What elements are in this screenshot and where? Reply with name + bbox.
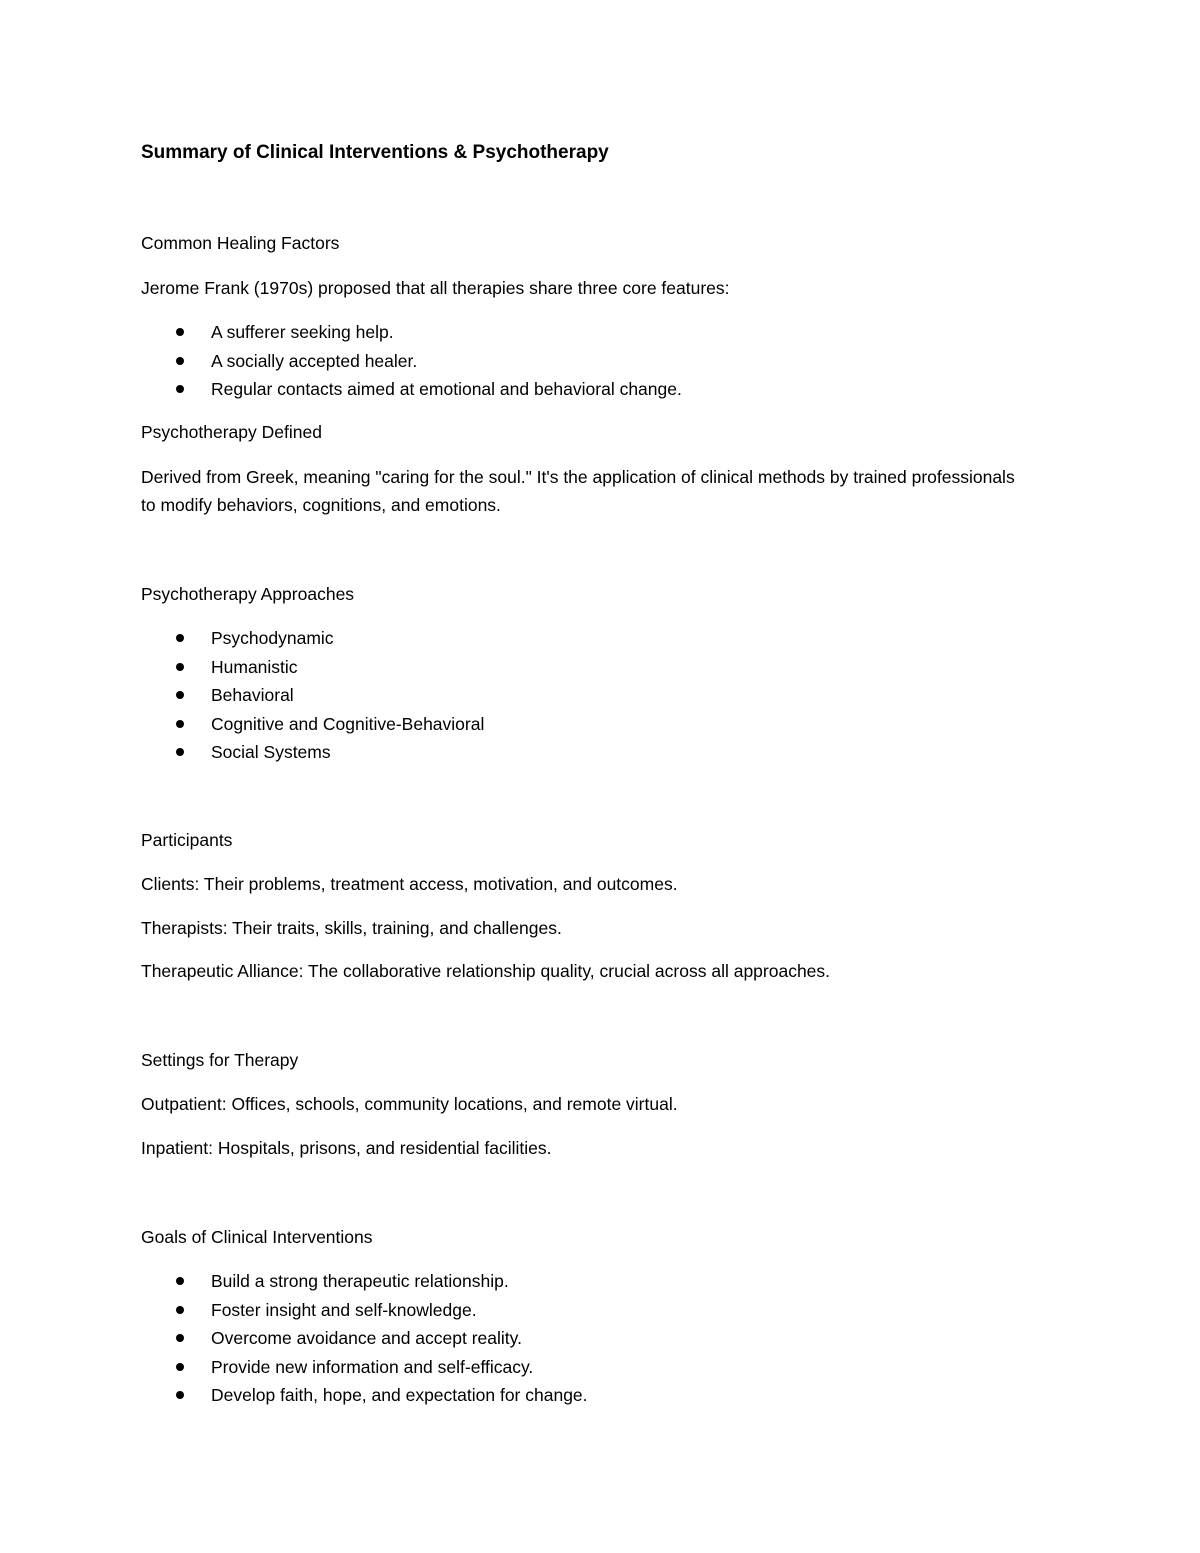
bullet-icon	[176, 720, 184, 728]
list-item: Build a strong therapeutic relationship.	[141, 1267, 588, 1296]
bullet-icon	[176, 691, 184, 699]
section-heading-goals: Goals of Clinical Interventions	[141, 1227, 373, 1247]
section-heading-settings: Settings for Therapy	[141, 1050, 299, 1070]
bullet-icon	[176, 1306, 184, 1314]
bullet-icon	[176, 385, 184, 393]
bullet-icon	[176, 634, 184, 642]
list-item: Humanistic	[141, 653, 484, 682]
document-title: Summary of Clinical Interventions & Psychotherapy	[141, 142, 609, 163]
bullet-icon	[176, 1363, 184, 1371]
list-item: Overcome avoidance and accept reality.	[141, 1324, 588, 1353]
list-item: Psychodynamic	[141, 624, 484, 653]
bullet-icon	[176, 357, 184, 365]
list-item: Develop faith, hope, and expectation for change.	[141, 1381, 588, 1410]
participants-therapists: Therapists: Their traits, skills, training, and challenges.	[141, 918, 562, 938]
list-item: Regular contacts aimed at emotional and behavioral change.	[141, 375, 682, 404]
bullet-icon	[176, 663, 184, 671]
goals-list	[141, 1267, 588, 1410]
psychotherapy-definition: Derived from Greek, meaning "caring for the soul." It's the application of clinical methods by trained professionals to modify behaviors, cognitions, and emotions.	[141, 467, 1015, 515]
list-item: A sufferer seeking help.	[141, 318, 682, 347]
participants-clients: Clients: Their problems, treatment access, motivation, and outcomes.	[141, 874, 678, 894]
section-heading-healing-factors: Common Healing Factors	[141, 233, 340, 253]
bullet-icon	[176, 1391, 184, 1399]
list-item: Social Systems	[141, 738, 484, 767]
settings-inpatient: Inpatient: Hospitals, prisons, and residential facilities.	[141, 1138, 552, 1158]
bullet-icon	[176, 748, 184, 756]
settings-outpatient: Outpatient: Offices, schools, community locations, and remote virtual.	[141, 1094, 678, 1114]
list-item: A socially accepted healer.	[141, 347, 682, 376]
approaches-list	[141, 624, 484, 767]
bullet-icon	[176, 328, 184, 336]
bullet-icon	[176, 1334, 184, 1342]
section-heading-psychotherapy-defined: Psychotherapy Defined	[141, 422, 322, 442]
list-item: Provide new information and self-efficacy.	[141, 1353, 588, 1382]
bullet-icon	[176, 1277, 184, 1285]
healing-intro: Jerome Frank (1970s) proposed that all therapies share three core features:	[141, 278, 730, 298]
list-item: Cognitive and Cognitive-Behavioral	[141, 710, 484, 739]
participants-alliance: Therapeutic Alliance: The collaborative relationship quality, crucial across all approaches.	[141, 961, 831, 981]
list-item: Behavioral	[141, 681, 484, 710]
section-heading-approaches: Psychotherapy Approaches	[141, 584, 355, 604]
healing-factors-list	[141, 318, 682, 404]
section-heading-participants: Participants	[141, 830, 233, 850]
list-item: Foster insight and self-knowledge.	[141, 1296, 588, 1325]
